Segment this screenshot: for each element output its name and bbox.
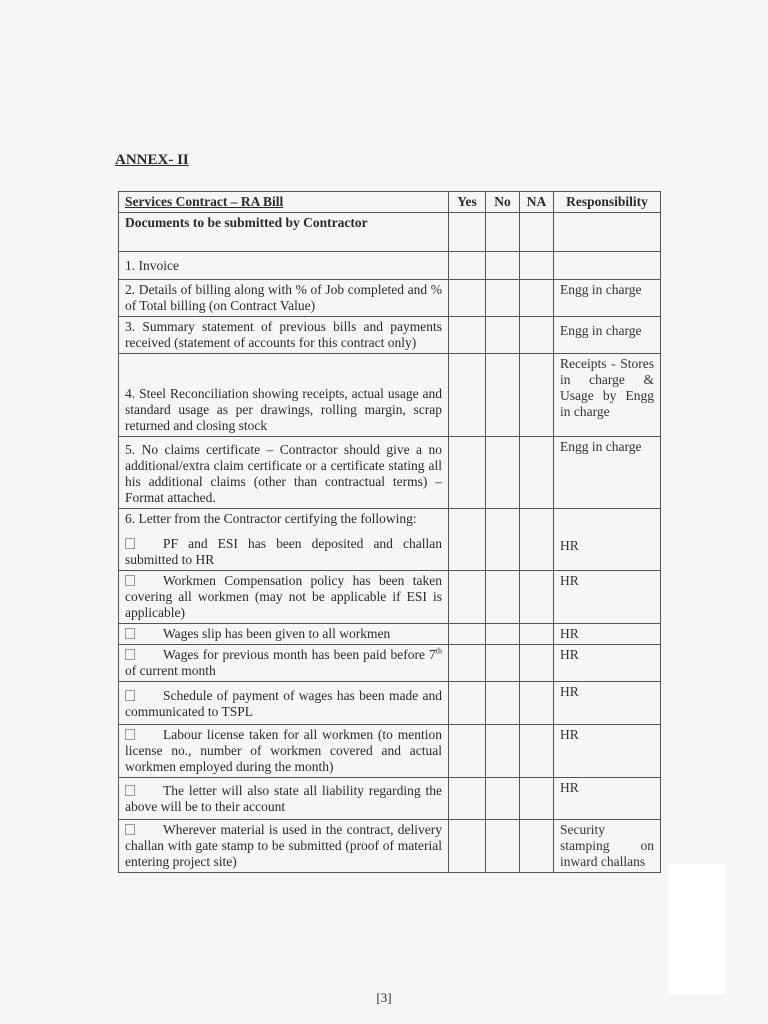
table-row bbox=[119, 509, 661, 571]
subheader-row bbox=[119, 213, 661, 252]
responsibility-cell: Security stamping on inward challans bbox=[554, 820, 661, 873]
table-row bbox=[119, 624, 661, 645]
bullet-text-end: of current month bbox=[125, 663, 216, 678]
responsibility-cell: Engg in charge bbox=[554, 280, 661, 317]
column-no: No bbox=[486, 192, 520, 213]
row-text bbox=[119, 624, 449, 645]
row-text bbox=[119, 725, 449, 778]
bullet-text: Workmen Compensation policy has been taken covering all workmen (may not be applicable if ESI is applicable) bbox=[125, 573, 442, 620]
responsibility-cell: HR bbox=[554, 645, 661, 682]
yes-cell bbox=[449, 509, 486, 571]
superscript: th bbox=[435, 646, 442, 656]
na-cell bbox=[520, 624, 554, 645]
subheader-text: Documents to be submitted by Contractor bbox=[119, 213, 449, 252]
responsibility-cell: HR bbox=[554, 624, 661, 645]
checklist-table bbox=[118, 191, 661, 873]
table-row bbox=[119, 725, 661, 778]
na-cell bbox=[520, 820, 554, 873]
row-text: 5. No claims certificate – Contractor should give a no additional/extra claim certificate or a certificate stating all his additional claims (other than contractual terms) – Format attached. bbox=[119, 437, 449, 509]
na-cell bbox=[520, 778, 554, 820]
row-text: 4. Steel Reconciliation showing receipts, actual usage and standard usage as per drawings, rolling margin, scrap returned and closing stock bbox=[119, 354, 449, 437]
table-row bbox=[119, 645, 661, 682]
checkbox-icon bbox=[125, 649, 135, 660]
na-cell bbox=[520, 213, 554, 252]
no-cell bbox=[486, 252, 520, 280]
column-yes: Yes bbox=[449, 192, 486, 213]
column-responsibility: Responsibility bbox=[554, 192, 661, 213]
table-row bbox=[119, 682, 661, 725]
white-patch bbox=[668, 864, 726, 994]
responsibility-cell: Engg in charge bbox=[554, 437, 661, 509]
yes-cell bbox=[449, 280, 486, 317]
checkbox-icon bbox=[125, 729, 135, 740]
responsibility-cell bbox=[554, 252, 661, 280]
table-header-row bbox=[119, 192, 661, 213]
table-row bbox=[119, 354, 661, 437]
table-row bbox=[119, 820, 661, 873]
bullet-text: PF and ESI has been deposited and challan submitted to HR bbox=[125, 536, 442, 567]
no-cell bbox=[486, 571, 520, 624]
checkbox-icon bbox=[125, 575, 135, 586]
bullet-text: The letter will also state all liability regarding the above will be to their account bbox=[125, 783, 442, 814]
table-row bbox=[119, 252, 661, 280]
responsibility-cell: HR bbox=[554, 571, 661, 624]
responsibility-cell: Engg in charge bbox=[554, 317, 661, 354]
row-text bbox=[119, 682, 449, 725]
responsibility-cell bbox=[554, 213, 661, 252]
bullet-text: Wages slip has been given to all workmen bbox=[163, 626, 391, 641]
na-cell bbox=[520, 317, 554, 354]
checkbox-icon bbox=[125, 538, 135, 549]
no-cell bbox=[486, 437, 520, 509]
letter-intro: 6. Letter from the Contractor certifying the following: bbox=[125, 511, 417, 526]
responsibility-cell: Receipts - Stores in charge & Usage by Engg in charge bbox=[554, 354, 661, 437]
na-cell bbox=[520, 571, 554, 624]
responsibility-cell: HR bbox=[554, 725, 661, 778]
annex-title: ANNEX- II bbox=[115, 152, 189, 168]
checkbox-icon bbox=[125, 690, 135, 701]
no-cell bbox=[486, 624, 520, 645]
bullet-text: Wherever material is used in the contract, delivery challan with gate stamp to be submitted (proof of material entering project site) bbox=[125, 822, 442, 869]
row-text bbox=[119, 509, 449, 571]
checkbox-icon bbox=[125, 628, 135, 639]
yes-cell bbox=[449, 778, 486, 820]
no-cell bbox=[486, 280, 520, 317]
yes-cell bbox=[449, 624, 486, 645]
no-cell bbox=[486, 820, 520, 873]
na-cell bbox=[520, 354, 554, 437]
yes-cell bbox=[449, 437, 486, 509]
page-number: [3] bbox=[376, 990, 392, 1005]
row-text bbox=[119, 645, 449, 682]
column-na: NA bbox=[520, 192, 554, 213]
row-text bbox=[119, 820, 449, 873]
table-row bbox=[119, 571, 661, 624]
bullet-text: Schedule of payment of wages has been made and communicated to TSPL bbox=[125, 688, 442, 719]
table-row bbox=[119, 778, 661, 820]
table-row bbox=[119, 437, 661, 509]
table-row bbox=[119, 317, 661, 354]
row-text bbox=[119, 571, 449, 624]
yes-cell bbox=[449, 820, 486, 873]
row-text: 2. Details of billing along with % of Job completed and % of Total billing (on Contract Value) bbox=[119, 280, 449, 317]
no-cell bbox=[486, 645, 520, 682]
no-cell bbox=[486, 317, 520, 354]
responsibility-cell: HR bbox=[554, 778, 661, 820]
responsibility-cell: HR bbox=[554, 509, 661, 571]
na-cell bbox=[520, 725, 554, 778]
na-cell bbox=[520, 645, 554, 682]
yes-cell bbox=[449, 645, 486, 682]
na-cell bbox=[520, 682, 554, 725]
yes-cell bbox=[449, 571, 486, 624]
bullet-text: Labour license taken for all workmen (to mention license no., number of workmen covered and actual workmen employed during the month) bbox=[125, 727, 442, 774]
table-row bbox=[119, 280, 661, 317]
row-text: 1. Invoice bbox=[119, 252, 449, 280]
row-text: 3. Summary statement of previous bills and payments received (statement of accounts for this contract only) bbox=[119, 317, 449, 354]
checkbox-icon bbox=[125, 824, 135, 835]
na-cell bbox=[520, 437, 554, 509]
na-cell bbox=[520, 252, 554, 280]
table-title: Services Contract – RA Bill bbox=[119, 192, 449, 213]
na-cell bbox=[520, 509, 554, 571]
yes-cell bbox=[449, 354, 486, 437]
yes-cell bbox=[449, 682, 486, 725]
no-cell bbox=[486, 354, 520, 437]
yes-cell bbox=[449, 317, 486, 354]
no-cell bbox=[486, 725, 520, 778]
bullet-text: Wages for previous month has been paid before 7 bbox=[163, 647, 436, 662]
no-cell bbox=[486, 509, 520, 571]
yes-cell bbox=[449, 213, 486, 252]
yes-cell bbox=[449, 252, 486, 280]
checkbox-icon bbox=[125, 785, 135, 796]
no-cell bbox=[486, 682, 520, 725]
na-cell bbox=[520, 280, 554, 317]
no-cell bbox=[486, 778, 520, 820]
yes-cell bbox=[449, 725, 486, 778]
row-text bbox=[119, 778, 449, 820]
responsibility-cell: HR bbox=[554, 682, 661, 725]
no-cell bbox=[486, 213, 520, 252]
